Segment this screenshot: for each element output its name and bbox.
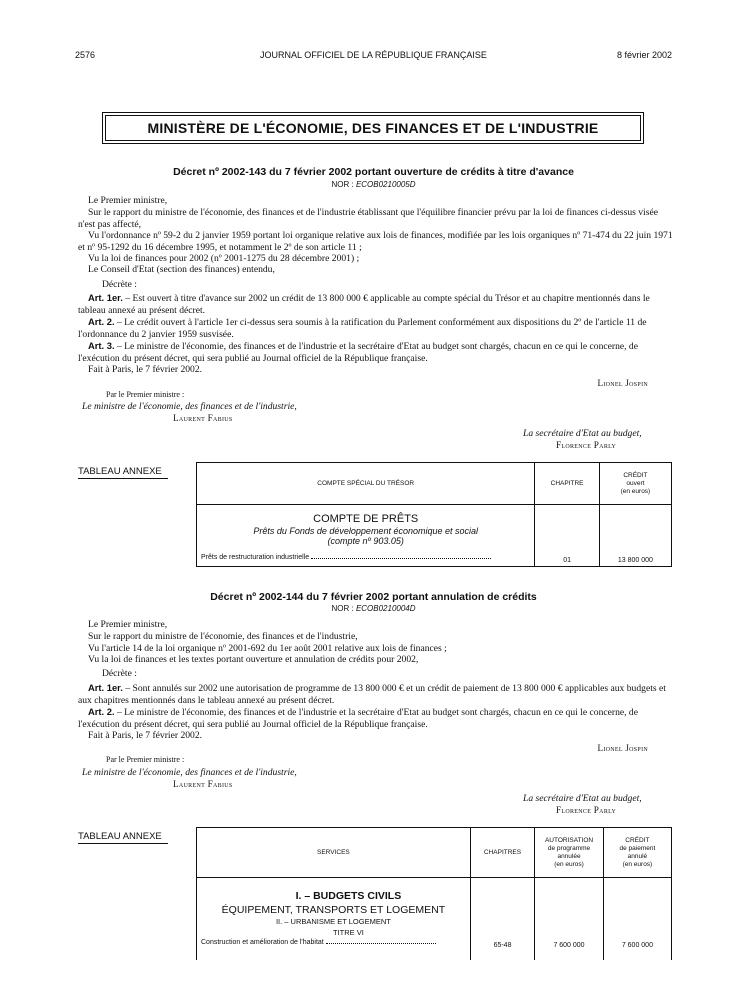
leader-dots [326, 943, 436, 944]
decree1-minister-title: Le ministre de l'économie, des finances et de l'industrie, [82, 401, 297, 412]
art-label: Art. 1er. [88, 682, 123, 693]
decree2-title: Décret nº 2002-144 du 7 février 2002 portant annulation de crédits [210, 591, 537, 603]
decree1-secretary-name: Florence Parly [556, 440, 617, 450]
annex1-header-row [197, 463, 672, 505]
annex2-heading2: ÉQUIPEMENT, TRANSPORTS ET LOGEMENT [221, 904, 446, 916]
annex2-heading3: II. – URBANISME ET LOGEMENT [275, 917, 391, 926]
nor-label: NOR : [331, 180, 354, 189]
annex2-label: TABLEAU ANNEXE [78, 831, 168, 844]
page-header [75, 50, 672, 64]
decree2-preamble-3: Vu la loi de finances et les textes portant ouverture et annulation de crédits pour 2002, [88, 654, 419, 665]
annex1-col2: CHAPITRE [535, 463, 599, 505]
decree1-secretary-title: La secrétaire d'Etat au budget, [523, 428, 642, 439]
annex2-chapitre: 65-48 [470, 878, 534, 960]
annex2-col4: CRÉDIT de paiement annulé (en euros) [603, 828, 671, 878]
annex2-header-row [197, 828, 672, 878]
annex2-table [196, 827, 672, 960]
decree1-title: Décret nº 2002-143 du 7 février 2002 portant ouverture de crédits à titre d'avance [173, 166, 574, 178]
annex2-heading1: I. – BUDGETS CIVILS [295, 890, 402, 902]
ministry-heading: MINISTÈRE DE L'ÉCONOMIE, DES FINANCES ET DE L'INDUSTRIE [105, 115, 641, 141]
art-text: – Est ouvert à titre d'avance sur 2002 un crédit de 13 800 000 € applicable au compte spécial du Trésor et au chapitre mentionnés dans le tableau annexé au présent décret. [78, 293, 650, 316]
issue-date: 8 février 2002 [616, 50, 672, 60]
decree1-par-le: Par le Premier ministre : [106, 390, 185, 399]
nor-label: NOR : [331, 604, 354, 613]
art-text: – Sont annulés sur 2002 une autorisation de programme de 13 800 000 € et un crédit de paiement de 13 800 000 € applicables aux budgets et aux chapitres mentionnés dans le tableau annexé au présent décret. [78, 683, 666, 706]
journal-name: JOURNAL OFFICIEL DE LA RÉPUBLIQUE FRANÇAISE [260, 50, 487, 60]
decree2-art2 [78, 706, 673, 730]
decree2-decrete: Décrète : [102, 668, 137, 679]
decree1-decrete: Décrète : [102, 279, 137, 290]
decree1-nor [75, 180, 672, 189]
decree1-minister-name: Laurent Fabius [173, 413, 233, 423]
decree1-preamble-4: Le Conseil d'Etat (section des finances) entendu, [88, 264, 275, 275]
decree1-art2 [78, 316, 673, 340]
annex1-body-row [197, 505, 672, 567]
art-label: Art. 2. [88, 706, 115, 717]
annex2-body-row [197, 878, 672, 960]
art-text: – Le crédit ouvert à l'article 1er ci-dessus sera soumis à la ratification du Parlement conformément aux dispositions du 2º de l'article 11 de l'ordonnance du 2 janvier 1959 susvisée. [78, 317, 647, 340]
decree2-preamble-1: Sur le rapport du ministre de l'économie, des finances et de l'industrie, [88, 631, 358, 642]
decree1-preamble-2: Vu l'ordonnance nº 59-2 du 2 janvier 1959 portant loi organique relative aux lois de finances, modifiée par les lois organiques nº 71-474 du 22 juin 1971 et nº 95-1292 du 16 décembre 1995, et notamment le 2º de son article 11 ; [78, 230, 673, 253]
annex2-col2: CHAPITRES [470, 828, 534, 878]
art-label: Art. 1er. [88, 292, 123, 303]
annex2-item: Construction et amélioration de l'habitat [201, 939, 324, 946]
annex1-label: TABLEAU ANNEXE [78, 466, 168, 479]
decree2-art1 [78, 682, 673, 706]
decree1-signatory: Lionel Jospin [597, 378, 648, 388]
annex1-item: Prêts de restructuration industrielle [201, 554, 310, 561]
decree2-preamble-2: Vu l'article 14 de la loi organique nº 2001-692 du 1er août 2001 relative aux lois de finances ; [88, 643, 447, 654]
annex2-col3: AUTORISATION de programme annulée (en euros) [535, 828, 604, 878]
annex2-col1: SERVICES [197, 828, 471, 878]
art-label: Art. 3. [88, 340, 115, 351]
decree1-preamble-1: Sur le rapport du ministre de l'économie, des finances et de l'industrie établissant que l'équilibre financier prévu par la loi de finances ci-dessus visée n'est pas affecté, [78, 207, 658, 230]
nor-code: ECOB0210005D [355, 180, 416, 189]
annex2-autorisation: 7 600 000 [535, 878, 604, 960]
art-label: Art. 2. [88, 316, 115, 327]
decree1-art1 [78, 292, 673, 316]
annex1-chapitre: 01 [535, 505, 599, 567]
annex2-body-cell [197, 878, 471, 960]
art-text: – Le ministre de l'économie, des finances et de l'industrie et la secrétaire d'Etat au budget sont chargés, chacun en ce qui le concerne, de l'exécution du présent décret, qui sera publié au Journal officiel de la République française. [78, 707, 638, 730]
decree2-par-le: Par le Premier ministre : [106, 755, 185, 764]
annex1-table [196, 462, 672, 567]
decree1-art3 [78, 340, 673, 364]
annex1-item-line [201, 554, 530, 561]
decree2-preamble-0: Le Premier ministre, [88, 619, 168, 630]
decree1-fait: Fait à Paris, le 7 février 2002. [88, 364, 203, 375]
annex1-col1: COMPTE SPÉCIAL DU TRÉSOR [197, 463, 535, 505]
annex2-item-line [201, 939, 466, 946]
art-text: – Le ministre de l'économie, des finances et de l'industrie et la secrétaire d'Etat au budget sont chargés, chacun en ce qui le concerne, de l'exécution du présent décret, qui sera publié au Journal officiel de la République française. [78, 341, 638, 364]
annex1-col3: CRÉDIT ouvert (en euros) [599, 463, 671, 505]
page-number: 2576 [75, 50, 96, 60]
decree2-minister-title: Le ministre de l'économie, des finances et de l'industrie, [82, 767, 297, 778]
leader-dots [311, 558, 491, 559]
decree2-secretary-title: La secrétaire d'Etat au budget, [523, 793, 642, 804]
decree2-nor [75, 604, 672, 613]
decree2-signatory: Lionel Jospin [597, 743, 648, 753]
decree1-preamble-3: Vu la loi de finances pour 2002 (nº 2001-1275 du 28 décembre 2001) ; [88, 253, 360, 264]
decree2-fait: Fait à Paris, le 7 février 2002. [88, 730, 203, 741]
decree1-preamble-0: Le Premier ministre, [88, 195, 168, 206]
annex1-credit: 13 800 000 [599, 505, 671, 567]
annex1-section-sub: Prêts du Fonds de développement économique et social (compte nº 903.05) [253, 526, 478, 546]
decree2-minister-name: Laurent Fabius [173, 779, 233, 789]
annex2-heading4: TITRE VI [332, 928, 364, 937]
annex2-credit: 7 600 000 [603, 878, 671, 960]
annex1-section-title: COMPTE DE PRÊTS [313, 513, 419, 525]
annex1-body-cell [197, 505, 535, 567]
decree2-secretary-name: Florence Parly [556, 805, 617, 815]
nor-code: ECOB0210004D [355, 604, 416, 613]
